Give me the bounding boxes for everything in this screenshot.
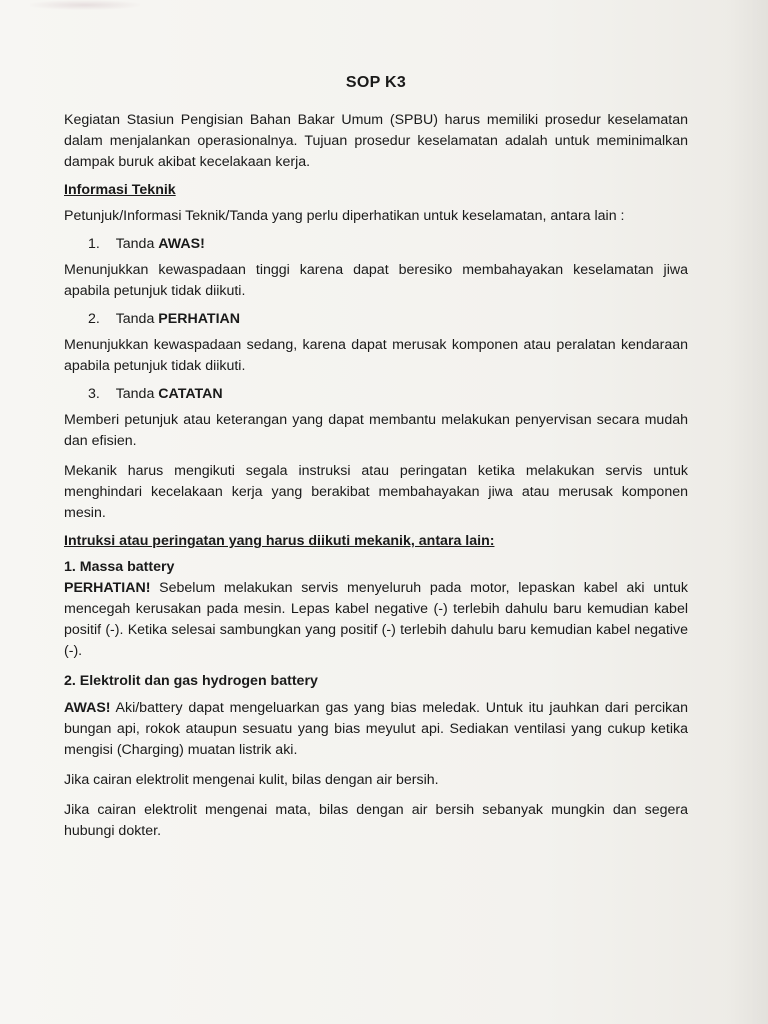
sign-item-catatan: [88, 386, 688, 402]
item-prefix: Tanda: [115, 386, 155, 402]
subheading-massa-battery: 1. Massa battery: [64, 559, 175, 575]
warning-text: Sebelum melakukan servis menyeluruh pada motor, lepaskan kabel aki untuk mencegah kerusakan pada mesin. Lepas kabel negative (-) terlebih dahulu baru kemudian kabel positif (-). Ketika selesai sambungkan yang positif (-) terlebih dahulu baru kemudian kabel negative (-).: [64, 580, 688, 659]
massa-battery-paragraph: [64, 578, 688, 662]
eye-contact-paragraph: Jika cairan elektrolit mengenai mata, bilas dengan air bersih sebanyak mungkin dan segera hubungi dokter.: [64, 802, 688, 839]
item-label: CATATAN: [158, 386, 223, 402]
item-number: 3.: [88, 386, 100, 402]
sign-description-catatan: Memberi petunjuk atau keterangan yang dapat membantu melakukan penyervisan secara mudah dan efisien.: [64, 412, 688, 449]
sign-item-perhatian: [88, 311, 688, 327]
item-number: 1.: [88, 236, 100, 252]
item-number: 2.: [88, 311, 100, 327]
item-prefix: Tanda: [115, 311, 155, 327]
item-prefix: Tanda: [115, 236, 155, 252]
warning-lead-awas: AWAS!: [64, 700, 111, 716]
mechanic-instruction-paragraph: Mekanik harus mengikuti segala instruksi atau peringatan ketika melakukan servis untuk menghindari kecelakaan kerja yang berakibat membahayakan jiwa atau merusak komponen mesin.: [64, 463, 688, 521]
intro-paragraph: Kegiatan Stasiun Pengisian Bahan Bakar Umum (SPBU) harus memiliki prosedur keselamatan dalam menjalankan operasionalnya. Tujuan prosedur keselamatan adalah untuk meminimalkan dampak buruk akibat kecelakaan kerja.: [64, 112, 688, 170]
skin-contact-paragraph: Jika cairan elektrolit mengenai kulit, bilas dengan air bersih.: [64, 772, 439, 788]
section-heading-instructions: Intruksi atau peringatan yang harus diikuti mekanik, antara lain:: [64, 533, 495, 549]
warning-lead-perhatian: PERHATIAN!: [64, 580, 151, 596]
sign-description-perhatian: Menunjukkan kewaspadaan sedang, karena dapat merusak komponen atau peralatan kendaraan apabila petunjuk tidak diikuti.: [64, 337, 688, 374]
section-intro: Petunjuk/Informasi Teknik/Tanda yang perlu diperhatikan untuk keselamatan, antara lain :: [64, 208, 625, 224]
page-edge-shadow: [728, 0, 768, 1024]
sign-description-awas: Menunjukkan kewaspadaan tinggi karena dapat beresiko membahayakan keselamatan jiwa apabila petunjuk tidak diikuti.: [64, 262, 688, 299]
item-label: PERHATIAN: [158, 311, 241, 327]
sign-item-awas: [88, 236, 688, 252]
item-label: AWAS!: [158, 236, 205, 252]
warning-text: Aki/battery dapat mengeluarkan gas yang bias meledak. Untuk itu jauhkan dari percikan bungan api, rokok ataupun sesuatu yang bias meyulut api. Sediakan ventilasi yang cukup ketika mengisi (Charging) muatan listrik aki.: [64, 700, 688, 758]
elektrolit-paragraph: [64, 698, 688, 761]
section-heading-informasi-teknik: Informasi Teknik: [64, 182, 176, 198]
scan-corner-mark: [30, 0, 140, 10]
document-title: SOP K3: [345, 74, 407, 91]
subheading-elektrolit: 2. Elektrolit dan gas hydrogen battery: [64, 673, 318, 689]
